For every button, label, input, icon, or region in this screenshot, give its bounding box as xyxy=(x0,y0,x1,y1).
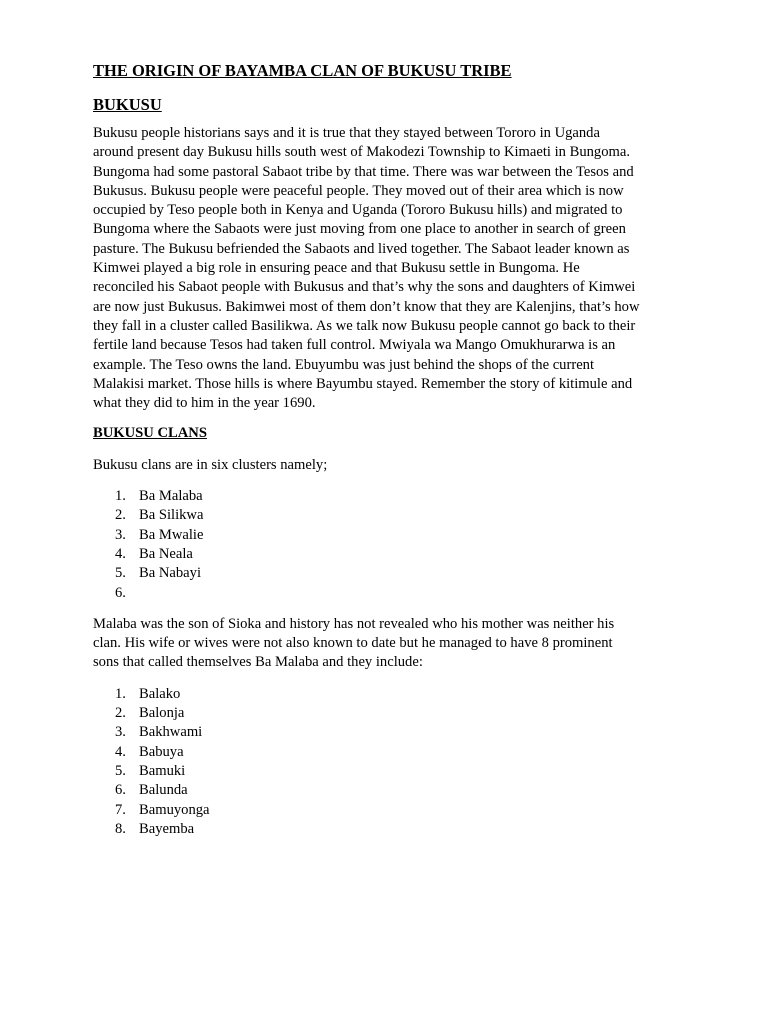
clans-intro: Bukusu clans are in six clusters namely; xyxy=(93,456,328,473)
list-text: Balako xyxy=(139,685,181,702)
list-text: Ba Silikwa xyxy=(139,507,204,524)
list-item xyxy=(93,685,683,704)
malaba-paragraph xyxy=(93,615,683,673)
list-number: 8. xyxy=(115,820,126,837)
paragraph-line: around present day Bukusu hills south west of Makodezi Township to Kimaeti in Bungoma. xyxy=(93,144,630,161)
list-text: Ba Nabayi xyxy=(139,565,202,582)
list-number: 1. xyxy=(115,488,126,505)
list-text: Bayemba xyxy=(139,820,195,837)
list-text: Bamuki xyxy=(139,762,186,779)
list-text: Ba Malaba xyxy=(139,488,203,505)
list-item xyxy=(93,704,683,723)
paragraph-line: pasture. The Bukusu befriended the Sabaots and lived together. The Sabaot leader known as xyxy=(93,240,630,257)
clusters-list xyxy=(93,487,683,603)
list-item xyxy=(93,723,683,742)
paragraph-line: occupied by Teso people both in Kenya and Uganda (Tororo Bukusu hills) and migrated to xyxy=(93,202,623,219)
list-item xyxy=(93,781,683,800)
list-item xyxy=(93,584,683,603)
list-text: Ba Mwalie xyxy=(139,526,204,543)
list-item xyxy=(93,820,683,839)
document-page xyxy=(93,60,683,839)
paragraph-line: they fall in a cluster called Basilikwa. As we talk now Bukusu people cannot go back to their xyxy=(93,317,636,334)
list-item xyxy=(93,743,683,762)
clans-heading: BUKUSU CLANS xyxy=(93,425,207,442)
paragraph-line: reconciled his Sabaot people with Bukusus and that’s why the sons and daughters of Kimwei xyxy=(93,279,636,296)
list-number: 4. xyxy=(115,545,126,562)
paragraph-line: sons that called themselves Ba Malaba and they include: xyxy=(93,654,423,671)
list-item xyxy=(93,801,683,820)
list-item xyxy=(93,762,683,781)
list-item xyxy=(93,545,683,564)
list-text: Babuya xyxy=(139,743,184,760)
paragraph-line: what they did to him in the year 1690. xyxy=(93,395,316,412)
intro-paragraph xyxy=(93,124,683,413)
section-title-bukusu: BUKUSU xyxy=(93,95,162,114)
paragraph-line: Bungoma where the Sabaots were just moving from one place to another in search of green xyxy=(93,221,626,238)
list-text: Bakhwami xyxy=(139,724,203,741)
list-text: Bamuyonga xyxy=(139,801,210,818)
list-text: Ba Neala xyxy=(139,545,193,562)
paragraph-line: Malaba was the son of Sioka and history has not revealed who his mother was neither his xyxy=(93,615,615,632)
list-number: 6. xyxy=(115,782,126,799)
list-item xyxy=(93,526,683,545)
paragraph-line: Bukusus. Bukusu people were peaceful people. They moved out of their area which is now xyxy=(93,182,624,199)
list-number: 2. xyxy=(115,705,126,722)
list-number: 3. xyxy=(115,526,126,543)
paragraph-line: Malakisi market. Those hills is where Bayumbu stayed. Remember the story of kitimule and xyxy=(93,375,633,392)
paragraph-line: are now just Bukusus. Bakimwei most of them don’t know that they are Kalenjins, that’s how xyxy=(93,298,640,315)
list-item xyxy=(93,506,683,525)
paragraph-line: Kimwei played a big role in ensuring peace and that Bukusu settle in Bungoma. He xyxy=(93,260,580,277)
list-number: 3. xyxy=(115,724,126,741)
list-text: Balunda xyxy=(139,782,188,799)
list-text: Balonja xyxy=(139,705,185,722)
paragraph-line: fertile land because Tesos had taken full control. Mwiyala wa Mango Omukhurarwa is an xyxy=(93,337,616,354)
list-number: 2. xyxy=(115,507,126,524)
paragraph-line: clan. His wife or wives were not also known to date but he managed to have 8 prominent xyxy=(93,635,613,652)
paragraph-line: example. The Teso owns the land. Ebuyumbu was just behind the shops of the current xyxy=(93,356,595,373)
sons-list xyxy=(93,685,683,839)
paragraph-line: Bukusu people historians says and it is true that they stayed between Tororo in Uganda xyxy=(93,125,600,141)
list-number: 5. xyxy=(115,565,126,582)
list-number: 6. xyxy=(115,584,126,601)
document-title: THE ORIGIN OF BAYAMBA CLAN OF BUKUSU TRIBE xyxy=(93,61,512,80)
list-number: 1. xyxy=(115,685,126,702)
list-item xyxy=(93,487,683,506)
list-number: 5. xyxy=(115,762,126,779)
paragraph-line: Bungoma had some pastoral Sabaot tribe by that time. There was war between the Tesos and xyxy=(93,163,634,180)
list-number: 7. xyxy=(115,801,126,818)
list-number: 4. xyxy=(115,743,126,760)
list-item xyxy=(93,564,683,583)
